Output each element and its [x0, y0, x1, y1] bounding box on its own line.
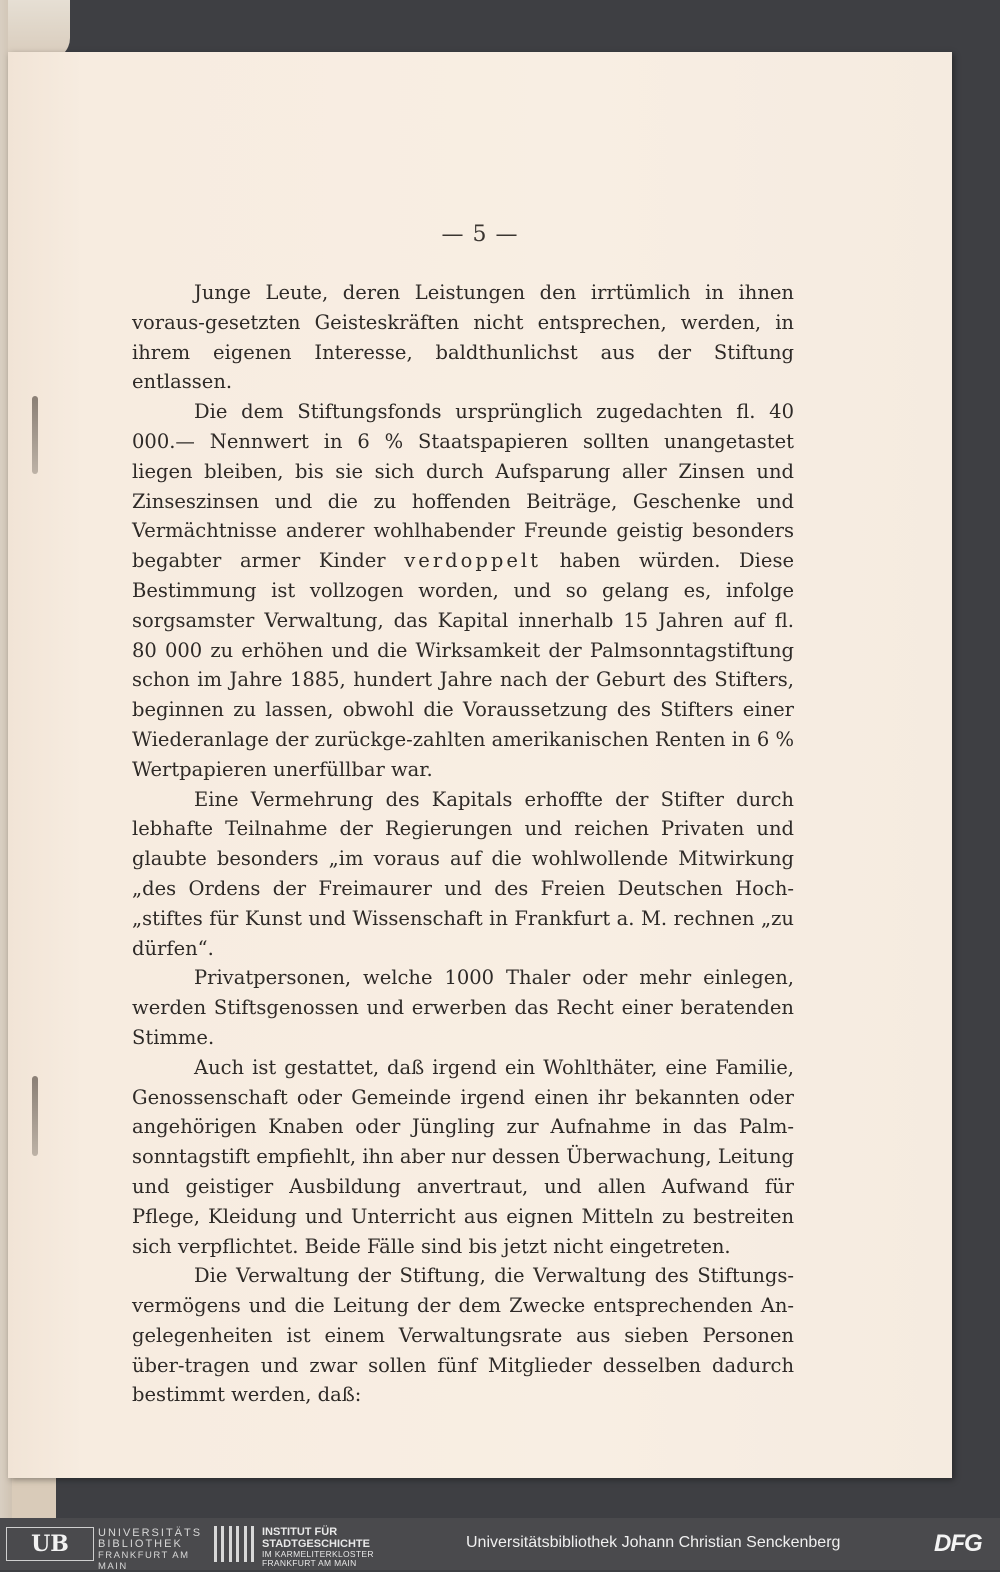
- text-run: Die dem Stiftungsfonds ursprünglich zugedachten fl. 40 000.— Nennwert in 6 % Staatspapieren sollten unangetastet liegen bleiben, bis sie sich durch Aufsparung aller Zinsen und Zinseszinsen und die zu hoffenden Beiträge, Geschenke und Vermächtnisse anderer wohlhabender Freunde geistig besonders begabter armer Kinder: [132, 400, 794, 573]
- isg-line-3: IM KARMELITERKLOSTER: [262, 1549, 374, 1559]
- paragraph: [132, 785, 794, 964]
- emphasized-text: verdoppelt: [404, 549, 541, 573]
- text-run: haben würden. Diese Bestimmung ist vollzogen worden, und so gelang es, infolge sorgsamster Verwaltung, das Kapital innerhalb 15 Jahren auf fl. 80 000 zu erhöhen und die Wirksamkeit der Palmsonntagstiftung schon im Jahre 1885, hundert Jahre nach der Geburt des Stifters, beginnen zu lassen, obwohl die Voraussetzung des Stifters einer Wiederanlage der zurückge-zahlten amerikanischen Renten in 6 % Wertpapieren unerfüllbar war.: [132, 549, 794, 781]
- paragraph: [132, 963, 794, 1052]
- text-run: Die Verwaltung der Stiftung, die Verwaltung des Stiftungs-vermögens und die Leitung der dem Zwecke entsprechenden An-gelegenheiten ist einem Verwaltungsrate aus sieben Personen über-tragen und zwar sollen fünf Mitglieder desselben dadurch bestimmt werden, daß:: [132, 1264, 794, 1407]
- ub-line-2: BIBLIOTHEK: [98, 1538, 183, 1550]
- page-number: — 5 —: [441, 222, 519, 247]
- ub-name: [98, 1528, 208, 1572]
- binding-edge-bottom: [12, 1478, 56, 1518]
- text-run: Eine Vermehrung des Kapitals erhoffte der Stifter durch lebhafte Teilnahme der Regierungen und reichen Privaten und glaubte besonders „im voraus auf die wohlwollende Mitwirkung „des Ordens der Freimaurer und des Freien Deutschen Hoch-„stiftes für Kunst und Wissenschaft in Frankfurt a. M. rechnen „zu dürfen“.: [132, 787, 794, 960]
- ub-line-3: FRANKFURT AM MAIN: [98, 1550, 190, 1572]
- binding-edge-top: [8, 0, 70, 60]
- ub-line-1: UNIVERSITÄTS: [98, 1527, 203, 1539]
- isg-line-4: FRANKFURT AM MAIN: [262, 1558, 357, 1568]
- footer-bar: [0, 1518, 1000, 1570]
- ub-logo[interactable]: [6, 1527, 94, 1561]
- text-run: Auch ist gestattet, daß irgend ein Wohlthäter, eine Familie, Genossenschaft oder Gemeinde irgend einen ihr bekannten oder angehörigen Knaben oder Jüngling zur Aufnahme in das Palm-sonntagstift empfiehlt, ihn aber nur dessen Überwachung, Leitung und geistiger Ausbildung anvertraut, und allen Aufwand für Pflege, Kleidung und Unterricht aus eignen Mitteln zu bestreiten sich verpflichtet. Beide Fälle sind bis jetzt nicht eingetreten.: [132, 1055, 794, 1258]
- isg-line-1: INSTITUT FÜR: [262, 1526, 338, 1538]
- paragraph: [132, 397, 794, 784]
- binding-mark-top: [32, 396, 38, 474]
- paragraph: [132, 278, 794, 397]
- document-page: [8, 52, 952, 1478]
- isg-columns-icon[interactable]: [214, 1526, 254, 1562]
- text-run: Privatpersonen, welche 1000 Thaler oder mehr einlegen, werden Stiftsgenossen und erwerben das Recht einer beratenden Stimme.: [132, 966, 794, 1049]
- isg-line-2: STADTGESCHICHTE: [262, 1538, 370, 1550]
- binding-mark-bottom: [32, 1076, 38, 1156]
- body-text: [132, 278, 794, 1410]
- text-run: Junge Leute, deren Leistungen den irrtümlich in ihnen voraus-gesetzten Geisteskräften nicht entsprechen, werden, in ihrem eigenen Interesse, baldthunlichst aus der Stiftung entlassen.: [132, 281, 794, 394]
- footer-title-link[interactable]: Universitätsbibliothek Johann Christian Senckenberg: [466, 1534, 841, 1551]
- paragraph: [132, 1053, 794, 1262]
- paragraph: [132, 1261, 794, 1410]
- dfg-logo[interactable]: DFG: [934, 1530, 982, 1557]
- ub-logo-text: UB: [31, 1531, 69, 1557]
- isg-name: [262, 1526, 442, 1568]
